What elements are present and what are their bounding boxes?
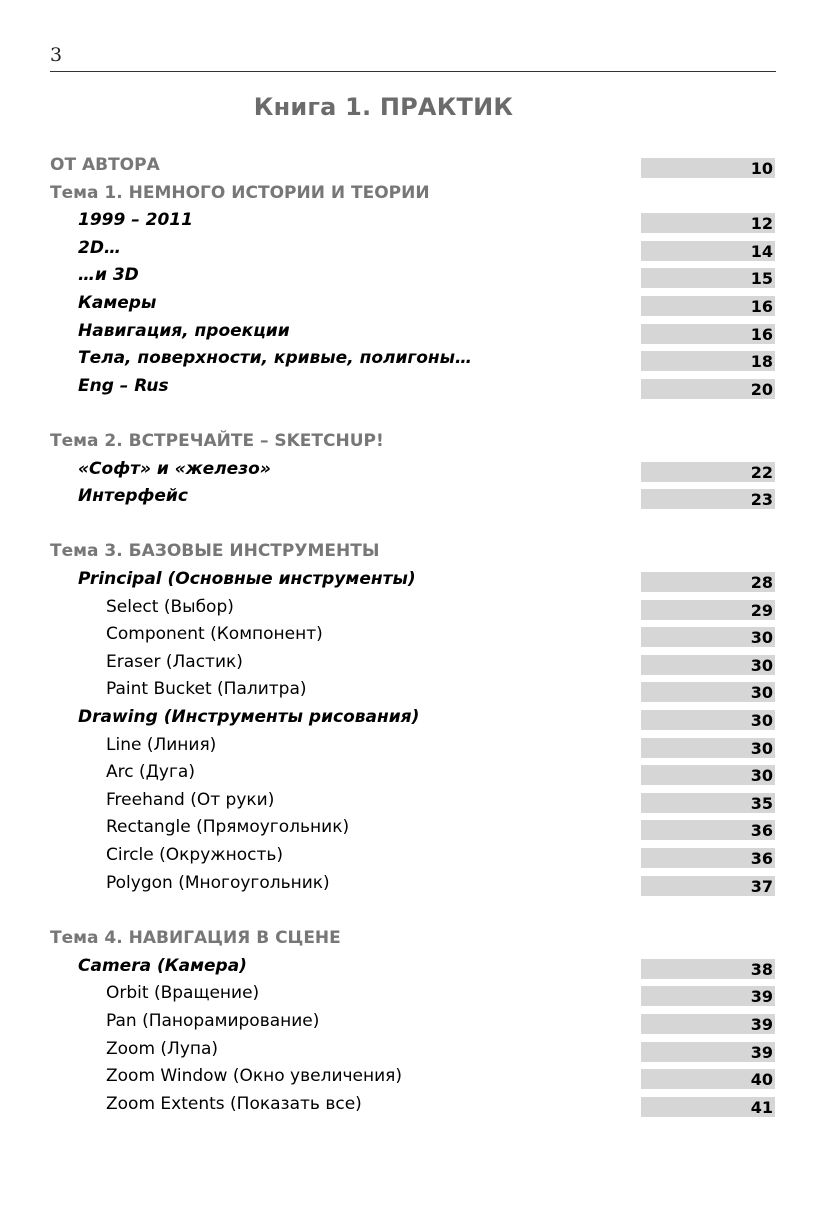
toc-entry-row[interactable] [0,1065,827,1091]
toc-page-number: 16 [641,296,775,316]
toc-section-title [50,540,379,562]
toc-entry-row[interactable] [0,209,827,235]
toc-page-number: 12 [641,213,775,233]
toc-entry-row[interactable] [0,816,827,842]
toc-title-text: НЕМНОГО ИСТОРИИ И ТЕОРИИ [128,183,430,203]
toc-title-text: Arc (Дуга) [106,762,195,782]
toc-page-number: 16 [641,324,775,344]
toc-page-number: 37 [641,876,775,896]
toc-entry-title [106,872,330,894]
toc-title-text: Pan (Панорамирование) [106,1011,320,1031]
toc-entry-row[interactable] [0,596,827,622]
toc-entry-row[interactable] [0,375,827,401]
toc-page-number: 18 [641,351,775,371]
toc-title-text: Камеры [78,293,157,313]
toc-section-row[interactable] [0,182,827,208]
toc-entry-row[interactable] [0,292,827,318]
toc-title-text: ОТ АВТОРА [50,155,160,175]
toc-page-number: 15 [641,268,775,288]
toc-title-text: Polygon (Многоугольник) [106,873,330,893]
toc-entry-row[interactable] [0,1093,827,1119]
book-title: Книга 1. ПРАКТИК [253,93,514,121]
toc-entry-row[interactable] [0,651,827,677]
toc-title-text: Zoom Window (Окно увеличения) [106,1066,403,1086]
toc-page-number: 30 [641,627,775,647]
toc-entry-row[interactable] [0,982,827,1008]
page-number: 3 [50,44,63,66]
toc-entry-row[interactable] [0,458,827,484]
toc-entry-row[interactable] [0,706,827,732]
toc-page-number: 36 [641,848,775,868]
toc-entry-title [106,1038,218,1060]
toc-entry-row[interactable] [0,678,827,704]
toc-page-number: 35 [641,793,775,813]
toc-title-text: Eng – Rus [78,376,169,396]
toc-entry-title [106,1093,362,1115]
toc-entry-title [106,982,259,1004]
toc-entry-row[interactable] [0,1010,827,1036]
toc-page-number: 39 [641,1014,775,1034]
toc-section-row[interactable] [0,154,827,180]
toc-title-text: Component (Компонент) [106,624,323,644]
toc-title-text: Camera (Камера) [78,956,247,976]
toc-title-text: Тела, поверхности, кривые, полигоны… [78,348,473,368]
toc-entry-title [106,678,307,700]
toc-title-text: «Софт» и «железо» [78,459,271,479]
toc-entry-title [106,734,216,756]
toc-section-title [50,182,430,204]
toc-entry-row[interactable] [0,955,827,981]
toc-entry-title [106,623,323,645]
toc-entry-title [106,1065,402,1087]
toc-title-text: Circle (Окружность) [106,845,284,865]
toc-entry-row[interactable] [0,347,827,373]
toc-entry-row[interactable] [0,264,827,290]
toc-page-number: 30 [641,682,775,702]
toc-entry-row[interactable] [0,789,827,815]
toc-section-title [50,927,341,949]
toc-entry-title [78,320,290,342]
toc-section-row[interactable] [0,540,827,566]
toc-page-number: 10 [641,158,775,178]
toc-entry-title [78,264,139,286]
toc-entry-title [78,375,169,397]
toc-title-text: Zoom (Лупа) [106,1039,219,1059]
toc-page-number: 22 [641,462,775,482]
toc-page-number: 40 [641,1069,775,1089]
toc-entry-title [78,955,247,977]
toc-title-text: ВСТРЕЧАЙТЕ – SKETCHUP! [128,431,384,451]
toc-entry-title [106,1010,319,1032]
toc-section-title [50,154,160,176]
toc-title-text: НАВИГАЦИЯ В СЦЕНЕ [128,928,341,948]
toc-section-prefix: Тема 1. [50,183,129,203]
toc-page-number: 23 [641,489,775,509]
toc-page-number: 30 [641,655,775,675]
toc-page-number: 30 [641,738,775,758]
toc-title-text: Eraser (Ластик) [106,652,243,672]
toc-section-prefix: Тема 2. [50,431,129,451]
toc-entry-row[interactable] [0,734,827,760]
toc-page-number: 29 [641,600,775,620]
toc-entry-row[interactable] [0,844,827,870]
toc-title-text: Zoom Extents (Показать все) [106,1094,362,1114]
toc-section-row[interactable] [0,430,827,456]
toc-title-text: БАЗОВЫЕ ИНСТРУМЕНТЫ [128,541,380,561]
toc-title-text: Orbit (Вращение) [106,983,260,1003]
toc-entry-row[interactable] [0,623,827,649]
toc-entry-title [78,292,156,314]
toc-page-number: 39 [641,986,775,1006]
toc-entry-title [78,458,271,480]
toc-entry-title [106,596,234,618]
toc-title-text: Paint Bucket (Палитра) [106,679,307,699]
toc-entry-title [106,651,243,673]
toc-section-title [50,430,384,452]
toc-entry-title [78,209,193,231]
toc-title-text: 2D… [78,238,121,258]
toc-title-text: Rectangle (Прямоугольник) [106,817,350,837]
toc-title-text: Freehand (От руки) [106,790,275,810]
toc-entry-row[interactable] [0,872,827,898]
toc-entry-row[interactable] [0,761,827,787]
toc-title-text: Drawing (Инструменты рисования) [78,707,420,727]
toc-page-number: 14 [641,241,775,261]
toc-title-text: …и 3D [78,265,139,285]
toc-title-text: Principal (Основные инструменты) [78,569,416,589]
toc-entry-title [78,485,188,507]
toc-entry-row[interactable] [0,485,827,511]
toc-entry-title [106,816,349,838]
toc-section-row[interactable] [0,927,827,953]
toc-entry-title [78,347,472,369]
toc-entry-title [78,706,419,728]
toc-page-number: 38 [641,959,775,979]
toc-page-number: 28 [641,572,775,592]
toc-section-prefix: Тема 3. [50,541,129,561]
toc-entry-title [106,761,195,783]
toc-page-number: 30 [641,765,775,785]
toc-page-number: 39 [641,1042,775,1062]
toc-page-number: 41 [641,1097,775,1117]
toc-page-number: 20 [641,379,775,399]
toc-entry-title [78,237,121,259]
toc-page-number: 30 [641,710,775,730]
toc-page-number: 36 [641,820,775,840]
toc-title-text: Line (Линия) [106,735,217,755]
toc-title-text: Select (Выбор) [106,597,234,617]
toc-entry-row[interactable] [0,1038,827,1064]
toc-title-text: Интерфейс [78,486,188,506]
toc-section-prefix: Тема 4. [50,928,129,948]
toc-entry-row[interactable] [0,320,827,346]
toc-title-text: 1999 – 2011 [78,210,193,230]
toc-entry-title [78,568,416,590]
toc-entry-row[interactable] [0,568,827,594]
toc-entry-row[interactable] [0,237,827,263]
toc-entry-title [106,844,283,866]
toc-entry-title [106,789,274,811]
toc-title-text: Навигация, проекции [78,321,290,341]
